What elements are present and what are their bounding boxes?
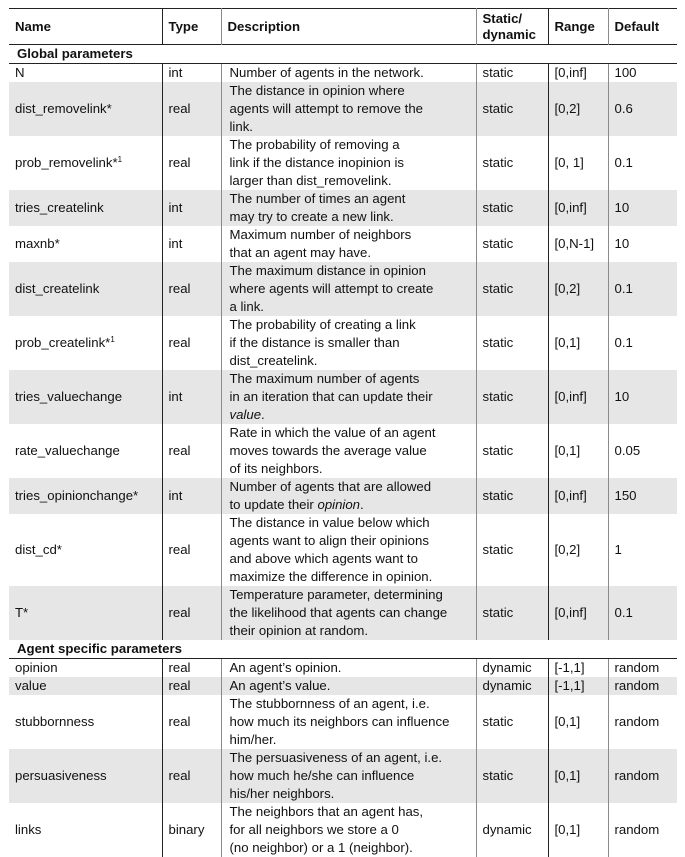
description-line: agents will attempt to remove the bbox=[229, 101, 424, 116]
description-line: The distance in opinion where bbox=[229, 83, 405, 98]
param-range: [0,1] bbox=[548, 803, 608, 857]
description-line: The probability of removing a bbox=[229, 137, 400, 152]
description-line: the likelihood that agents can change bbox=[229, 605, 448, 620]
param-description bbox=[221, 190, 476, 226]
table-row bbox=[9, 749, 677, 803]
param-name-cell bbox=[9, 586, 162, 640]
param-type: real bbox=[162, 82, 221, 136]
table-row bbox=[9, 316, 677, 370]
table-row bbox=[9, 586, 677, 640]
description-line: maximize the difference in opinion. bbox=[229, 569, 433, 584]
param-default: 10 bbox=[608, 226, 677, 262]
param-range: [0,1] bbox=[548, 424, 608, 478]
param-name: links bbox=[15, 822, 42, 837]
param-default: random bbox=[608, 695, 677, 749]
header-type: Type bbox=[162, 9, 221, 45]
table-row bbox=[9, 190, 677, 226]
param-type: real bbox=[162, 316, 221, 370]
description-line: dist_createlink. bbox=[229, 353, 318, 368]
description-line: to update their bbox=[229, 497, 318, 512]
param-name-cell bbox=[9, 803, 162, 857]
description-line: The number of times an agent bbox=[229, 191, 406, 206]
header-static-dynamic bbox=[476, 9, 548, 45]
param-name-cell bbox=[9, 136, 162, 190]
param-name: prob_createlink* bbox=[15, 335, 111, 350]
param-name: dist_cd* bbox=[15, 542, 62, 557]
section-header bbox=[9, 640, 677, 659]
param-static-dynamic: static bbox=[476, 695, 548, 749]
param-default: 150 bbox=[608, 478, 677, 514]
param-type: int bbox=[162, 190, 221, 226]
param-range: [0,inf] bbox=[548, 190, 608, 226]
param-name: N bbox=[15, 65, 25, 80]
param-name: stubbornness bbox=[15, 714, 95, 729]
description-line: link. bbox=[229, 119, 253, 134]
param-static-dynamic: static bbox=[476, 82, 548, 136]
param-name: rate_valuechange bbox=[15, 443, 120, 458]
param-name-cell bbox=[9, 190, 162, 226]
param-name-cell bbox=[9, 424, 162, 478]
table-row bbox=[9, 370, 677, 424]
description-line: The stubbornness of an agent, i.e. bbox=[229, 696, 430, 711]
param-type: int bbox=[162, 64, 221, 83]
header-static-dynamic-line1: Static/ bbox=[482, 10, 523, 26]
param-range: [-1,1] bbox=[548, 659, 608, 678]
description-emphasis: value bbox=[229, 407, 262, 422]
param-default: 10 bbox=[608, 190, 677, 226]
param-static-dynamic: static bbox=[476, 424, 548, 478]
description-line: Maximum number of neighbors bbox=[229, 227, 412, 242]
param-range: [0,inf] bbox=[548, 370, 608, 424]
table-row bbox=[9, 803, 677, 857]
param-name: tries_createlink bbox=[15, 200, 104, 215]
param-type: int bbox=[162, 226, 221, 262]
table-row bbox=[9, 677, 677, 695]
footnote-marker: 1 bbox=[117, 155, 123, 164]
param-range: [0,inf] bbox=[548, 586, 608, 640]
param-default: 1 bbox=[608, 514, 677, 586]
param-description bbox=[221, 586, 476, 640]
description-line: Temperature parameter, determining bbox=[229, 587, 443, 602]
param-description bbox=[221, 316, 476, 370]
description-line: may try to create a new link. bbox=[229, 209, 394, 224]
table-row bbox=[9, 64, 677, 83]
header-range: Range bbox=[548, 9, 608, 45]
param-description bbox=[221, 695, 476, 749]
param-range: [0,inf] bbox=[548, 64, 608, 83]
description-line: how much its neighbors can influence bbox=[229, 714, 450, 729]
description-line: how much he/she can influence bbox=[229, 768, 415, 783]
param-type: real bbox=[162, 677, 221, 695]
table-row bbox=[9, 424, 677, 478]
table-row bbox=[9, 226, 677, 262]
description-line: The probability of creating a link bbox=[229, 317, 416, 332]
section-title: Global parameters bbox=[9, 45, 677, 64]
description-line: (no neighbor) or a 1 (neighbor). bbox=[229, 840, 413, 855]
description-line: a link. bbox=[229, 299, 264, 314]
param-description bbox=[221, 803, 476, 857]
header-default: Default bbox=[608, 9, 677, 45]
param-type: int bbox=[162, 478, 221, 514]
param-name: dist_createlink bbox=[15, 281, 100, 296]
description-line: Number of agents that are allowed bbox=[229, 479, 432, 494]
param-static-dynamic: static bbox=[476, 136, 548, 190]
description-line: An agent’s value. bbox=[229, 678, 331, 693]
param-name: persuasiveness bbox=[15, 768, 107, 783]
param-name: prob_removelink* bbox=[15, 155, 118, 170]
description-line: and above which agents want to bbox=[229, 551, 418, 566]
param-default: random bbox=[608, 659, 677, 678]
section-title: Agent specific parameters bbox=[9, 640, 677, 659]
description-line: Number of agents in the network. bbox=[229, 65, 424, 80]
param-static-dynamic: static bbox=[476, 478, 548, 514]
param-description bbox=[221, 424, 476, 478]
param-range: [0,1] bbox=[548, 316, 608, 370]
description-line: of its neighbors. bbox=[229, 461, 323, 476]
param-range: [0, 1] bbox=[548, 136, 608, 190]
param-static-dynamic: static bbox=[476, 316, 548, 370]
param-default: 0.05 bbox=[608, 424, 677, 478]
param-default: 0.1 bbox=[608, 136, 677, 190]
param-type: real bbox=[162, 136, 221, 190]
param-static-dynamic: static bbox=[476, 514, 548, 586]
param-type: real bbox=[162, 424, 221, 478]
description-line: larger than dist_removelink. bbox=[229, 173, 392, 188]
param-range: [-1,1] bbox=[548, 677, 608, 695]
param-default: 0.1 bbox=[608, 586, 677, 640]
description-line: The maximum distance in opinion bbox=[229, 263, 426, 278]
section-header bbox=[9, 45, 677, 64]
param-range: [0,inf] bbox=[548, 478, 608, 514]
param-description bbox=[221, 82, 476, 136]
param-description bbox=[221, 514, 476, 586]
param-name-cell bbox=[9, 659, 162, 678]
param-range: [0,1] bbox=[548, 749, 608, 803]
param-default: 10 bbox=[608, 370, 677, 424]
param-name-cell bbox=[9, 695, 162, 749]
param-name-cell bbox=[9, 226, 162, 262]
param-type: int bbox=[162, 370, 221, 424]
param-name: tries_valuechange bbox=[15, 389, 123, 404]
param-type: real bbox=[162, 262, 221, 316]
description-line: An agent’s opinion. bbox=[229, 660, 342, 675]
param-name-cell bbox=[9, 677, 162, 695]
description-line: that an agent may have. bbox=[229, 245, 371, 260]
description-line: agents want to align their opinions bbox=[229, 533, 429, 548]
param-description bbox=[221, 370, 476, 424]
param-name-cell bbox=[9, 316, 162, 370]
description-line: if the distance is smaller than bbox=[229, 335, 400, 350]
param-type: real bbox=[162, 659, 221, 678]
header-description: Description bbox=[221, 9, 476, 45]
description-line: him/her. bbox=[229, 732, 277, 747]
param-range: [0,2] bbox=[548, 514, 608, 586]
param-default: 0.6 bbox=[608, 82, 677, 136]
param-static-dynamic: static bbox=[476, 226, 548, 262]
description-line: their opinion at random. bbox=[229, 623, 369, 638]
param-name-cell bbox=[9, 262, 162, 316]
table-row bbox=[9, 136, 677, 190]
table-row bbox=[9, 659, 677, 678]
param-static-dynamic: static bbox=[476, 262, 548, 316]
param-description bbox=[221, 478, 476, 514]
parameter-table bbox=[9, 8, 677, 857]
param-name: maxnb* bbox=[15, 236, 60, 251]
param-range: [0,2] bbox=[548, 262, 608, 316]
param-type: real bbox=[162, 749, 221, 803]
description-line: Rate in which the value of an agent bbox=[229, 425, 436, 440]
param-description bbox=[221, 659, 476, 678]
param-name: value bbox=[15, 678, 47, 693]
param-name-cell bbox=[9, 64, 162, 83]
description-emphasis: opinion bbox=[317, 497, 361, 512]
header-static-dynamic-line2: dynamic bbox=[482, 26, 537, 42]
table-row bbox=[9, 695, 677, 749]
param-name-cell bbox=[9, 749, 162, 803]
param-static-dynamic: dynamic bbox=[476, 659, 548, 678]
param-description bbox=[221, 226, 476, 262]
param-default: 0.1 bbox=[608, 262, 677, 316]
description-line: The neighbors that an agent has, bbox=[229, 804, 424, 819]
param-description bbox=[221, 677, 476, 695]
param-name: tries_opinionchange* bbox=[15, 488, 139, 503]
param-static-dynamic: dynamic bbox=[476, 677, 548, 695]
description-line: link if the distance inopinion is bbox=[229, 155, 404, 170]
param-description bbox=[221, 262, 476, 316]
param-name-cell bbox=[9, 82, 162, 136]
description-line: for all neighbors we store a 0 bbox=[229, 822, 399, 837]
table-row bbox=[9, 82, 677, 136]
description-line: The persuasiveness of an agent, i.e. bbox=[229, 750, 443, 765]
param-name-cell bbox=[9, 514, 162, 586]
description-line: in an iteration that can update their bbox=[229, 389, 433, 404]
param-static-dynamic: static bbox=[476, 370, 548, 424]
param-default: random bbox=[608, 749, 677, 803]
description-tail: . bbox=[261, 407, 265, 422]
param-static-dynamic: static bbox=[476, 749, 548, 803]
param-description bbox=[221, 749, 476, 803]
param-default: 100 bbox=[608, 64, 677, 83]
description-tail: . bbox=[360, 497, 364, 512]
table-row bbox=[9, 514, 677, 586]
param-name-cell bbox=[9, 370, 162, 424]
header-name: Name bbox=[15, 18, 51, 34]
param-type: binary bbox=[162, 803, 221, 857]
description-line: where agents will attempt to create bbox=[229, 281, 434, 296]
param-name: dist_removelink* bbox=[15, 101, 112, 116]
param-type: real bbox=[162, 695, 221, 749]
param-default: 0.1 bbox=[608, 316, 677, 370]
param-name: T* bbox=[15, 605, 29, 620]
param-static-dynamic: static bbox=[476, 190, 548, 226]
param-type: real bbox=[162, 514, 221, 586]
param-description bbox=[221, 136, 476, 190]
table-row bbox=[9, 478, 677, 514]
description-line: The maximum number of agents bbox=[229, 371, 420, 386]
param-static-dynamic: dynamic bbox=[476, 803, 548, 857]
param-range: [0,2] bbox=[548, 82, 608, 136]
param-name: opinion bbox=[15, 660, 58, 675]
param-default: random bbox=[608, 803, 677, 857]
param-name-cell bbox=[9, 478, 162, 514]
param-range: [0,N-1] bbox=[548, 226, 608, 262]
param-static-dynamic: static bbox=[476, 64, 548, 83]
table-row bbox=[9, 262, 677, 316]
table-header bbox=[9, 9, 677, 45]
param-description bbox=[221, 64, 476, 83]
param-range: [0,1] bbox=[548, 695, 608, 749]
description-line: moves towards the average value bbox=[229, 443, 427, 458]
description-line: his/her neighbors. bbox=[229, 786, 335, 801]
footnote-marker: 1 bbox=[110, 335, 115, 344]
param-static-dynamic: static bbox=[476, 586, 548, 640]
description-line: The distance in value below which bbox=[229, 515, 430, 530]
param-default: random bbox=[608, 677, 677, 695]
param-type: real bbox=[162, 586, 221, 640]
